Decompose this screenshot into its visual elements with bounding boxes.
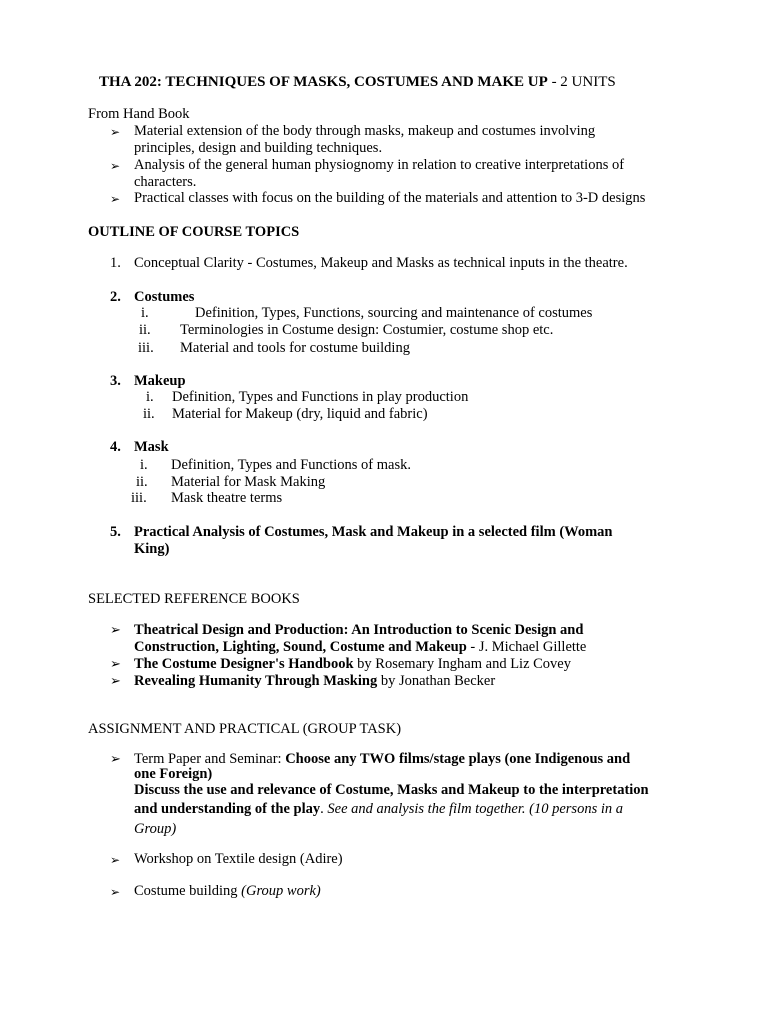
reference-3-author: by Jonathan Becker xyxy=(377,673,496,689)
topic-number: 3. xyxy=(110,373,121,389)
outline-heading: OUTLINE OF COURSE TOPICS xyxy=(88,224,300,240)
topic-5-line1: Practical Analysis of Costumes, Mask and Makeup in a selected film (Woman xyxy=(134,524,613,540)
handbook-item-1-line1: Material extension of the body through masks, makeup and costumes involving xyxy=(134,123,596,139)
handbook-item-2-line2: characters. xyxy=(134,174,197,190)
reference-1-title-line2: Construction, Lighting, Sound, Costume and Makeup xyxy=(134,639,467,655)
topic-5-line2: King) xyxy=(134,541,170,557)
reference-1-author: - J. Michael Gillette xyxy=(466,639,587,655)
subtopic-label: Terminologies in Costume design: Costumier, costume shop etc. xyxy=(180,322,554,338)
handbook-item-3: Practical classes with focus on the building of the materials and attention to 3-D designs xyxy=(134,190,646,206)
topic-2-label: Costumes xyxy=(134,289,195,305)
assignment-1-bold-line3: Discuss the use and relevance of Costume, Masks and Makeup to the interpretation xyxy=(134,782,649,798)
assignment-1-bold-line2: one Foreign) xyxy=(134,766,213,782)
topic-1-label: Conceptual Clarity - Costumes, Makeup and Masks as technical inputs in the theatre. xyxy=(134,255,628,271)
topic-number: 5. xyxy=(110,524,121,540)
subtopic-label: Definition, Types and Functions in play production xyxy=(172,389,469,405)
topic-number: 2. xyxy=(110,289,121,305)
handbook-item-1-line2: principles, design and building techniques. xyxy=(134,140,383,156)
assignment-3 xyxy=(134,883,321,900)
topic-4-label: Mask xyxy=(134,439,169,455)
arrow-bullet-icon: ➢ xyxy=(110,192,121,206)
reference-2-author: by Rosemary Ingham and Liz Covey xyxy=(353,656,571,672)
subtopic-number: i. xyxy=(141,305,149,321)
reference-3-title: Revealing Humanity Through Masking xyxy=(134,673,378,689)
subtopic-number: i. xyxy=(140,457,148,473)
assignment-1-bold-line1: Choose any TWO films/stage plays (one Indigenous and xyxy=(285,751,631,767)
assignment-2: Workshop on Textile design (Adire) xyxy=(134,851,343,867)
assignment-heading: ASSIGNMENT AND PRACTICAL (GROUP TASK) xyxy=(88,721,402,737)
course-title: THA 202: TECHNIQUES OF MASKS, COSTUMES AND MAKE UP xyxy=(99,74,548,90)
subtopic-label: Definition, Types and Functions of mask. xyxy=(171,457,411,473)
assignment-3-italic: (Group work) xyxy=(241,883,321,899)
subtopic-number: ii. xyxy=(139,322,151,338)
subtopic-number: ii. xyxy=(136,474,148,490)
assignment-1-italic-line4: See and analysis the film together. (10 persons in a xyxy=(327,801,623,817)
reference-1-line2 xyxy=(134,639,586,656)
arrow-bullet-icon: ➢ xyxy=(110,657,121,672)
subtopic-number: iii. xyxy=(131,490,147,506)
arrow-bullet-icon: ➢ xyxy=(110,885,121,899)
page-title xyxy=(99,74,616,91)
handbook-heading: From Hand Book xyxy=(88,106,190,122)
assignment-1-end: . xyxy=(320,801,328,817)
subtopic-number: i. xyxy=(146,389,154,405)
assignment-1-prefix: Term Paper and Seminar: xyxy=(134,751,286,767)
subtopic-number: iii. xyxy=(138,340,154,356)
subtopic-label: Mask theatre terms xyxy=(171,490,283,506)
arrow-bullet-icon: ➢ xyxy=(110,674,121,689)
topic-number: 4. xyxy=(110,439,121,455)
subtopic-label: Material for Makeup (dry, liquid and fabric) xyxy=(172,406,428,422)
reference-2-title: The Costume Designer's Handbook xyxy=(134,656,354,672)
references-heading: SELECTED REFERENCE BOOKS xyxy=(88,591,300,607)
handbook-item-2-line1: Analysis of the general human physiognomy in relation to creative interpretations of xyxy=(134,157,625,173)
arrow-bullet-icon: ➢ xyxy=(110,159,121,173)
assignment-1-bold-line4: and understanding of the play xyxy=(134,801,321,817)
subtopic-label: Material and tools for costume building xyxy=(180,340,410,356)
topic-number: 1. xyxy=(110,255,121,271)
subtopic-label: Material for Mask Making xyxy=(171,474,326,490)
reference-3 xyxy=(134,673,495,690)
arrow-bullet-icon: ➢ xyxy=(110,623,121,638)
arrow-bullet-icon: ➢ xyxy=(110,853,121,867)
topic-3-label: Makeup xyxy=(134,373,186,389)
subtopic-number: ii. xyxy=(143,406,155,422)
reference-1-title-line1: Theatrical Design and Production: An Introduction to Scenic Design and xyxy=(134,622,584,638)
assignment-3-label: Costume building xyxy=(134,883,242,899)
assignment-1-italic-line5: Group) xyxy=(134,821,177,837)
subtopic-label: Definition, Types, Functions, sourcing and maintenance of costumes xyxy=(195,305,593,321)
arrow-bullet-icon: ➢ xyxy=(110,125,121,139)
reference-2 xyxy=(134,656,571,673)
assignment-1-line4 xyxy=(134,801,623,818)
arrow-bullet-icon: ➢ xyxy=(110,752,121,767)
course-units: - 2 UNITS xyxy=(547,74,616,90)
